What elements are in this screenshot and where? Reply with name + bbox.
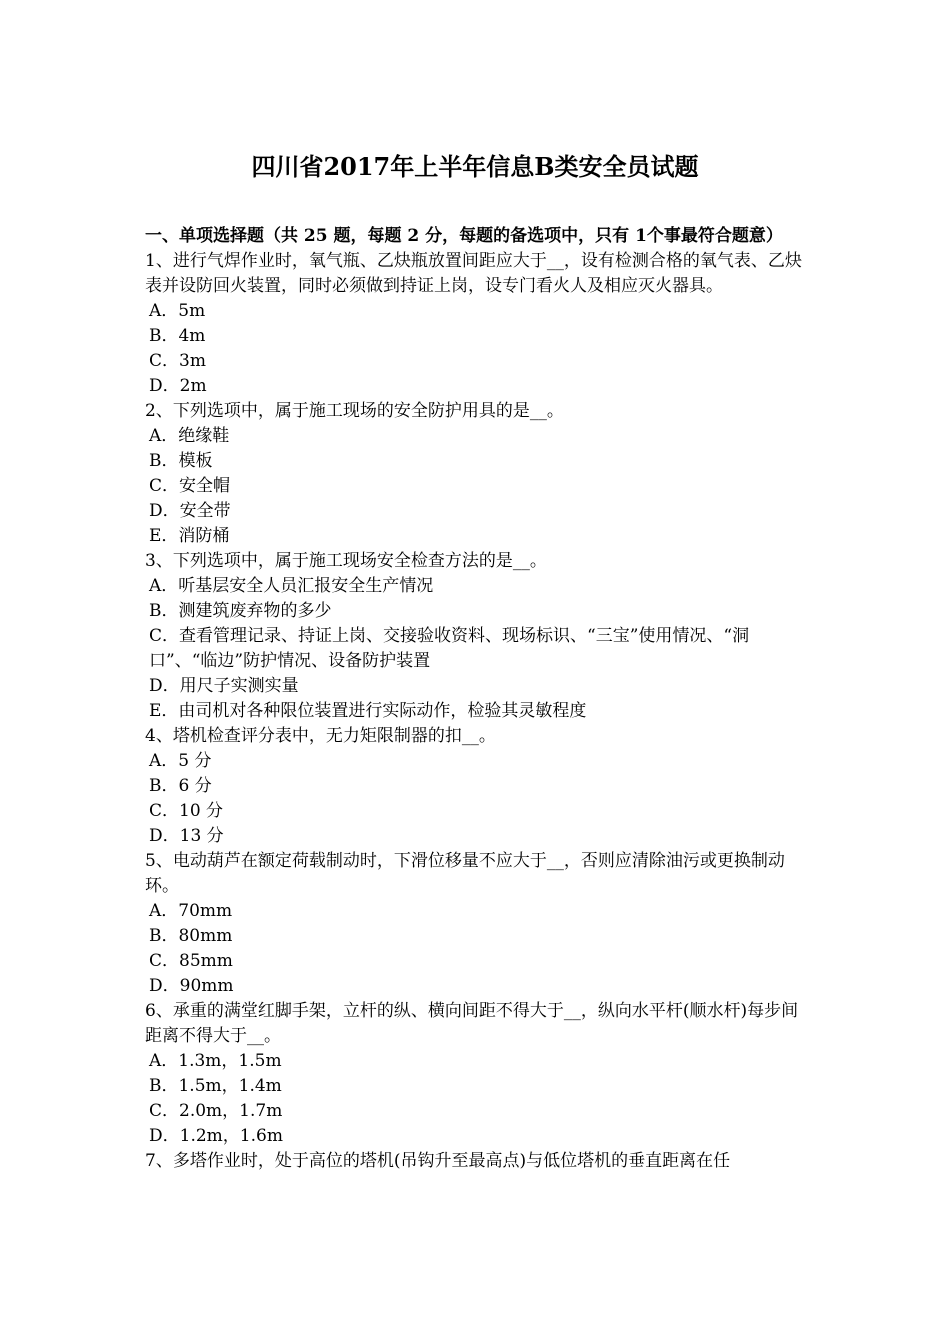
option-a: A．70mm	[149, 901, 233, 921]
question-7	[145, 1149, 810, 1174]
section-heading: 一、单项选择题（共 25 题，每题 2 分，每题的备选项中，只有 1个事最符合题意）	[145, 226, 783, 246]
question-3	[145, 549, 810, 724]
question-text: 1、进行气焊作业时，氧气瓶、乙炔瓶放置间距应大于__，设有检测合格的氧气表、乙炔表并设防回火装置，同时必须做到持证上岗，设专门看火人及相应灭火器具。	[145, 251, 802, 296]
option-a: A．听基层安全人员汇报安全生产情况	[149, 576, 434, 596]
question-6	[145, 999, 810, 1149]
option-a: A．1.3m，1.5m	[149, 1051, 282, 1071]
option-e: E．由司机对各种限位装置进行实际动作，检验其灵敏程度	[149, 701, 587, 721]
option-d: D．13 分	[149, 826, 224, 846]
question-text: 5、电动葫芦在额定荷载制动时，下滑位移量不应大于__，否则应清除油污或更换制动环。	[145, 851, 785, 896]
question-1	[145, 249, 810, 399]
option-d: D．90mm	[149, 976, 234, 996]
question-text: 3、下列选项中，属于施工现场安全检查方法的是__。	[145, 551, 547, 571]
option-d: D．安全带	[149, 501, 231, 521]
question-2	[145, 399, 810, 549]
option-d: D．2m	[149, 376, 207, 396]
option-a: A．绝缘鞋	[149, 426, 230, 446]
option-d: D．1.2m，1.6m	[149, 1126, 283, 1146]
question-text: 2、下列选项中，属于施工现场的安全防护用具的是__。	[145, 401, 564, 421]
option-b: B．1.5m，1.4m	[149, 1076, 282, 1096]
document-body	[145, 224, 810, 1174]
option-e: E．消防桶	[149, 526, 230, 546]
option-c: C．85mm	[149, 951, 233, 971]
page-title: 四川省2017年上半年信息B类安全员试题	[251, 152, 699, 181]
option-b: B．4m	[149, 326, 206, 346]
option-a: A．5 分	[149, 751, 212, 771]
option-b: B．6 分	[149, 776, 212, 796]
option-c: C．10 分	[149, 801, 224, 821]
option-b: B．80mm	[149, 926, 233, 946]
question-text: 6、承重的满堂红脚手架，立杆的纵、横向间距不得大于__，纵向水平杆(顺水杆)每步间距离不得大于__。	[145, 1001, 799, 1046]
option-c: C．3m	[149, 351, 206, 371]
option-c: C．安全帽	[149, 476, 231, 496]
option-a: A．5m	[149, 301, 206, 321]
option-b: B．模板	[149, 451, 213, 471]
option-b: B．测建筑废弃物的多少	[149, 601, 332, 621]
question-text: 7、多塔作业时，处于高位的塔机(吊钩升至最高点)与低位塔机的垂直距离在任	[145, 1151, 731, 1171]
question-text: 4、塔机检查评分表中，无力矩限制器的扣__。	[145, 726, 496, 746]
question-4	[145, 724, 810, 849]
question-5	[145, 849, 810, 999]
option-c: C．2.0m，1.7m	[149, 1101, 283, 1121]
option-d: D．用尺子实测实量	[149, 676, 299, 696]
option-c: C．查看管理记录、持证上岗、交接验收资料、现场标识、“三宝”使用情况、“洞口”、“临边”防护情况、设备防护装置	[149, 626, 750, 671]
